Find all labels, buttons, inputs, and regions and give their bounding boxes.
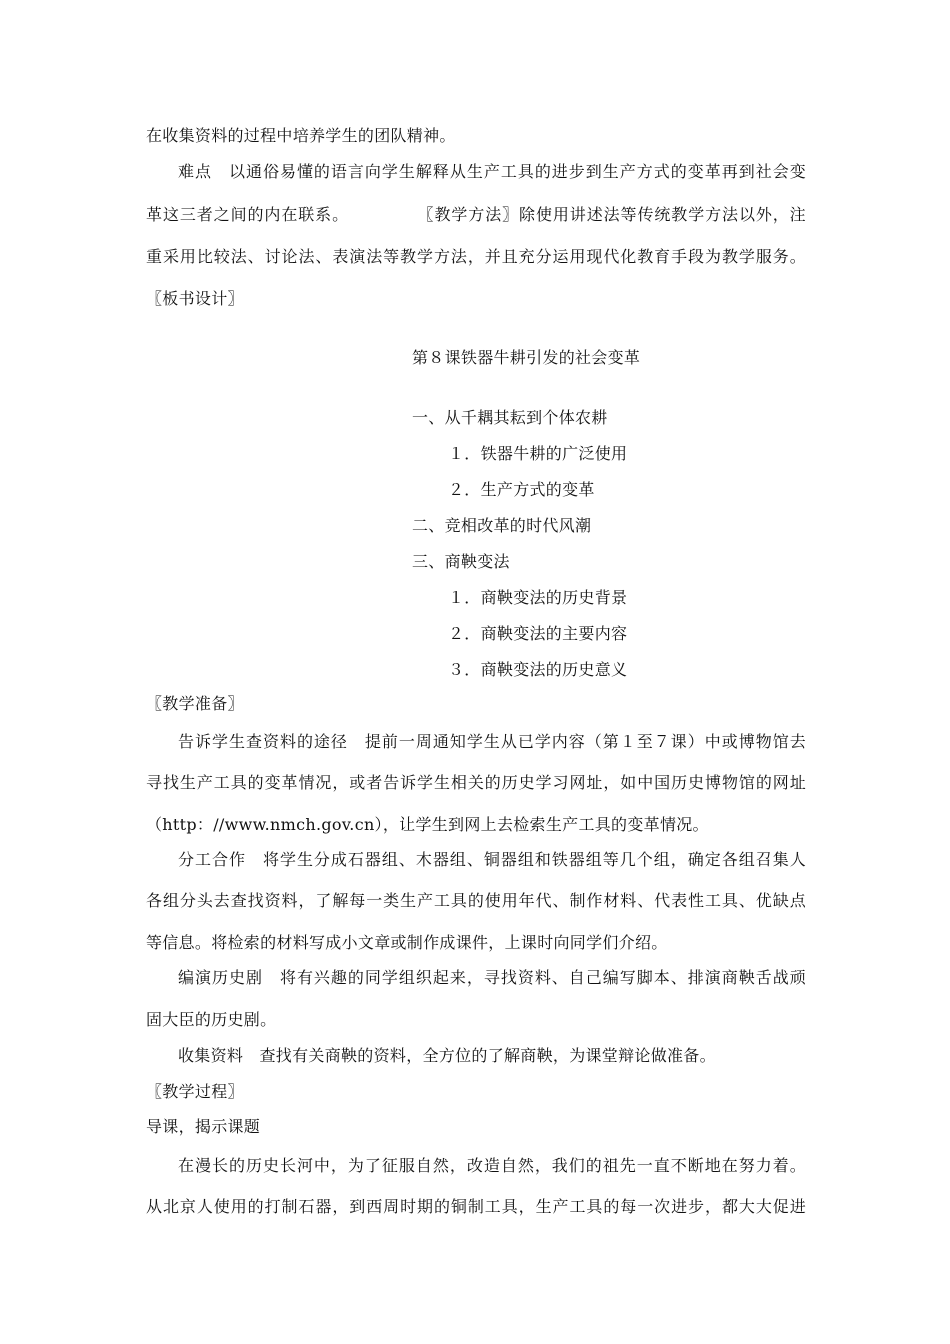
prep-line: 等信息。将检索的材料写成小文章或制作成课件，上课时向同学们介绍。: [146, 933, 668, 952]
process-line: 从北京人使用的打制石器，到西周时期的铜制工具，生产工具的每一次进步，都大大促进: [146, 1197, 806, 1216]
process-subheading: 导课，揭示课题: [146, 1117, 261, 1136]
prep-line: 收集资料 查找有关商鞅的资料，全方位的了解商鞅，为课堂辩论做准备。: [178, 1046, 716, 1065]
body-line-3: 革这三者之间的内在联系。 〖教学方法〗除使用讲述法等传统教学方法以外，注: [146, 205, 806, 224]
board-item: １．商鞅变法的历史背景: [448, 588, 628, 607]
body-line-4: 重采用比较法、讨论法、表演法等教学方法，并且充分运用现代化教育手段为教学服务。: [146, 247, 806, 266]
board-item: ２．生产方式的变革: [448, 480, 595, 499]
prep-line: （http：//www.nmch.gov.cn），让学生到网上去检索生产工具的变革情况。: [146, 815, 709, 834]
prep-line: 固大臣的历史剧。: [146, 1010, 277, 1029]
prep-line: 分工合作 将学生分成石器组、木器组、铜器组和铁器组等几个组，确定各组召集人: [178, 850, 806, 869]
process-line: 在漫长的历史长河中，为了征服自然，改造自然，我们的祖先一直不断地在努力着。: [178, 1156, 806, 1175]
board-item: 三、商鞅变法: [412, 552, 510, 571]
prep-line: 告诉学生查资料的途径 提前一周通知学生从已学内容（第１至７课）中或博物馆去: [178, 732, 806, 751]
prep-line: 寻找生产工具的变革情况，或者告诉学生相关的历史学习网址，如中国历史博物馆的网址: [146, 773, 806, 792]
board-item: ２．商鞅变法的主要内容: [448, 624, 628, 643]
board-item: ３．商鞅变法的历史意义: [448, 660, 628, 679]
prep-line: 编演历史剧 将有兴趣的同学组织起来，寻找资料、自己编写脚本、排演商鞅舌战顽: [178, 968, 806, 987]
board-item: 二、竞相改革的时代风潮: [412, 516, 592, 535]
section-heading-board: 〖板书设计〗: [146, 289, 244, 308]
body-line-1: 在收集资料的过程中培养学生的团队精神。: [146, 126, 456, 145]
board-item: １．铁器牛耕的广泛使用: [448, 444, 628, 463]
section-heading-process: 〖教学过程〗: [146, 1082, 244, 1101]
prep-line: 各组分头去查找资料，了解每一类生产工具的使用年代、制作材料、代表性工具、优缺点: [146, 891, 806, 910]
board-title: 第８课铁器牛耕引发的社会变革: [412, 348, 641, 367]
board-item: 一、从千耦其耘到个体农耕: [412, 408, 608, 427]
body-line-2: 难点 以通俗易懂的语言向学生解释从生产工具的进步到生产方式的变革再到社会变: [178, 162, 806, 181]
section-heading-prep: 〖教学准备〗: [146, 694, 244, 713]
